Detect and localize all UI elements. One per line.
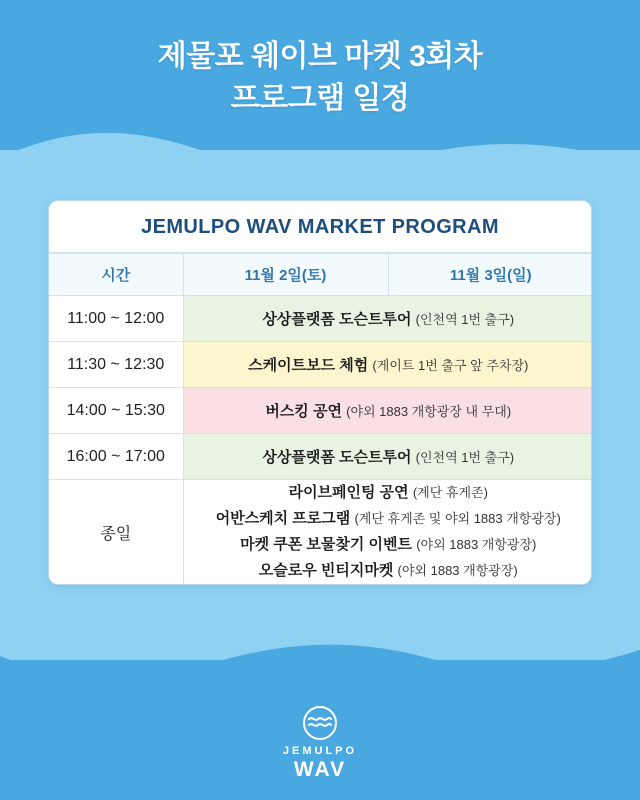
allday-event-note: (야외 1883 개항광장) xyxy=(397,563,518,578)
row-time: 14:00 ~ 15:30 xyxy=(49,388,183,434)
schedule-card xyxy=(48,200,592,585)
row-event-name: 상상플랫폼 도슨트투어 xyxy=(262,449,412,466)
row-time: 11:00 ~ 12:00 xyxy=(49,296,183,342)
allday-events xyxy=(183,480,592,585)
footer-brand-top: JEMULPO xyxy=(282,745,358,757)
list-item xyxy=(184,506,593,532)
table-header-row xyxy=(49,254,592,296)
page-title-line-2: 프로그램 일정 xyxy=(230,82,410,115)
column-header-day-1: 11월 2일(토) xyxy=(183,254,388,296)
row-event-name: 버스킹 공연 xyxy=(265,403,342,420)
page-title xyxy=(0,36,640,120)
table-row xyxy=(49,434,592,480)
row-event-name: 상상플랫폼 도슨트투어 xyxy=(262,311,412,328)
footer-brand-bottom: WAV xyxy=(293,758,347,781)
list-item xyxy=(184,480,593,506)
table-row-allday xyxy=(49,480,592,585)
allday-event-note: (야외 1883 개항광장) xyxy=(416,537,537,552)
table-row xyxy=(49,388,592,434)
list-item xyxy=(184,532,593,558)
row-time: 16:00 ~ 17:00 xyxy=(49,434,183,480)
schedule-table xyxy=(49,253,592,584)
allday-event-name: 어반스케치 프로그램 xyxy=(215,510,351,527)
row-event-note: (인천역 1번 출구) xyxy=(415,450,515,465)
allday-label: 종일 xyxy=(49,480,183,585)
schedule-table-body xyxy=(49,296,592,585)
footer-logo xyxy=(0,706,640,782)
allday-event-name: 라이브페인팅 공연 xyxy=(288,484,409,501)
schedule-card-title: JEMULPO WAV MARKET PROGRAM xyxy=(49,201,591,253)
row-event-note: (게이트 1번 출구 앞 주차장) xyxy=(372,358,529,373)
row-event-note: (야외 1883 개항광장 내 무대) xyxy=(346,404,512,419)
row-event-note: (인천역 1번 출구) xyxy=(415,312,515,327)
allday-event-name: 오슬로우 빈티지마켓 xyxy=(258,562,394,579)
row-event xyxy=(183,388,592,434)
row-event xyxy=(183,434,592,480)
row-event xyxy=(183,342,592,388)
list-item xyxy=(184,558,593,584)
table-row xyxy=(49,296,592,342)
allday-event-note: (계단 휴게존 및 야외 1883 개항광장) xyxy=(354,511,561,526)
allday-event-note: (계단 휴게존) xyxy=(412,485,488,500)
wave-logo-icon xyxy=(298,706,342,740)
table-row xyxy=(49,342,592,388)
row-event xyxy=(183,296,592,342)
page-title-line-1: 제물포 웨이브 마켓 3회차 xyxy=(157,40,483,73)
allday-event-name: 마켓 쿠폰 보물찾기 이벤트 xyxy=(240,536,413,553)
row-time: 11:30 ~ 12:30 xyxy=(49,342,183,388)
column-header-day-2: 11월 3일(일) xyxy=(388,254,592,296)
row-event-name: 스케이트보드 체험 xyxy=(248,357,369,374)
column-header-time: 시간 xyxy=(49,254,183,296)
